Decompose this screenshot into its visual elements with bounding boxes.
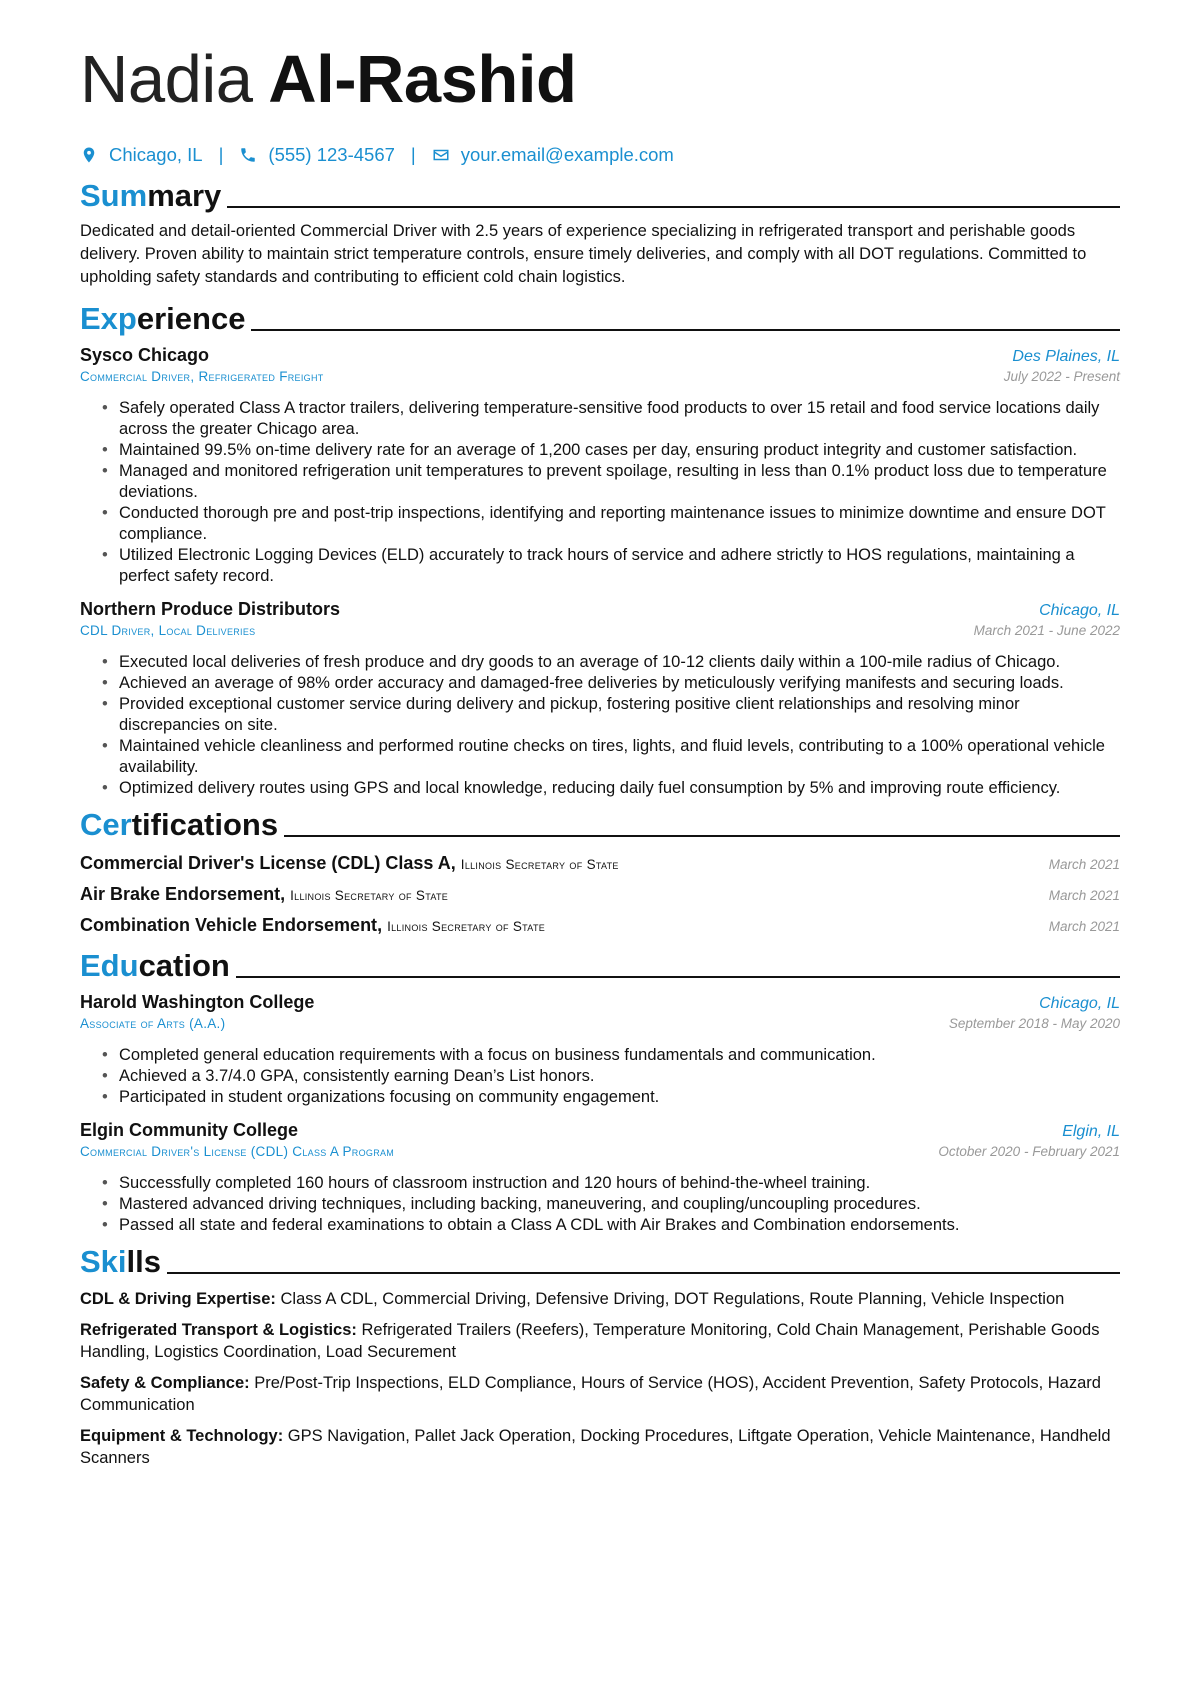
education-bullets [80,1173,1120,1236]
section-rule [167,1272,1120,1274]
list-item: • Achieved a 3.7/4.0 GPA, consistently earning Dean’s List honors. [102,1066,1120,1087]
certification-name: Combination Vehicle Endorsement [80,915,378,935]
list-item: • Utilized Electronic Logging Devices (ELD) accurately to track hours of service and adhere strictly to HOS regulations, maintaining a perfect safety record. [102,545,1120,587]
section-skills-heading [80,1242,1120,1280]
list-item: • Passed all state and federal examinations to obtain a Class A CDL with Air Brakes and Combination endorsements. [102,1215,1120,1236]
education-dates: October 2020 - February 2021 [938,1144,1120,1159]
certification-list [80,853,1120,936]
certification-date: March 2021 [1048,919,1120,934]
map-pin-icon [80,146,98,164]
skill-label: Refrigerated Transport & Logistics: [80,1321,357,1339]
section-education-heading [80,946,1120,984]
job-dates: March 2021 - June 2022 [973,623,1120,638]
certification-name: Air Brake Endorsement [80,884,281,904]
email-link[interactable]: your.email@example.com [460,144,674,165]
skill-group [80,1288,1120,1310]
list-item: • Conducted thorough pre and post-trip inspections, identifying and reporting maintenance issues to minimize downtime and ensure DOT compliance. [102,503,1120,545]
list-item: • Executed local deliveries of fresh produce and dry goods to an average of 10-12 clients daily within a 100-mile radius of Chicago. [102,652,1120,673]
education-entry [80,992,1120,1108]
certification-date: March 2021 [1048,857,1120,872]
education-entry [80,1120,1120,1236]
job-bullets [80,398,1120,587]
skill-label: Equipment & Technology: [80,1427,284,1445]
list-item: • Mastered advanced driving techniques, including backing, maneuvering, and coupling/uncoupling procedures. [102,1194,1120,1215]
skill-label: CDL & Driving Expertise: [80,1290,276,1308]
company-name: Northern Produce Distributors [80,599,341,619]
last-name: Al-Rashid [268,42,577,117]
list-item: • Completed general education requirements with a focus on business fundamentals and communication. [102,1045,1120,1066]
contact-separator: | [410,144,416,165]
education-dates: September 2018 - May 2020 [948,1016,1120,1031]
degree-name: Associate of Arts (A.A.) [80,1016,226,1031]
phone-text: (555) 123-4567 [268,144,395,165]
skill-group [80,1319,1120,1363]
certification-issuer: Illinois Secretary of State [460,857,619,872]
school-name: Harold Washington College [80,992,315,1012]
company-name: Sysco Chicago [80,345,210,365]
education-bullets [80,1045,1120,1108]
certification-date: March 2021 [1048,888,1120,903]
section-title: Skills [80,1244,161,1279]
location-text: Chicago, IL [109,144,203,165]
section-title: Certifications [80,807,279,842]
section-experience-heading [80,299,1120,337]
list-item: • Successfully completed 160 hours of classroom instruction and 120 hours of behind-the-wheel training. [102,1173,1120,1194]
section-rule [284,835,1120,837]
contact-separator: | [218,144,224,165]
section-certifications-heading [80,805,1120,843]
skill-items: Pre/Post-Trip Inspections, ELD Compliance, Hours of Service (HOS), Accident Prevention, Safety Protocols, Hazard Communication [80,1374,1101,1414]
first-name: Nadia [80,42,253,117]
job-title: Commercial Driver, Refrigerated Freight [80,369,324,384]
skill-group [80,1425,1120,1469]
section-rule [236,976,1120,978]
envelope-icon [432,146,450,164]
job-location: Chicago, IL [1039,602,1120,619]
section-title: Education [80,948,230,983]
school-location: Chicago, IL [1039,995,1120,1012]
job-dates: July 2022 - Present [1003,369,1120,384]
skill-group [80,1372,1120,1416]
skills-list [80,1288,1120,1469]
skill-label: Safety & Compliance: [80,1374,250,1392]
contact-email[interactable] [432,144,674,166]
job-location: Des Plaines, IL [1012,348,1120,365]
list-item: • Provided exceptional customer service during delivery and pickup, fostering positive client relationships and resolving minor discrepancies on site. [102,694,1120,736]
certification-name: Commercial Driver's License (CDL) Class A [80,853,451,873]
list-item: • Participated in student organizations focusing on community engagement. [102,1087,1120,1108]
list-item: • Managed and monitored refrigeration unit temperatures to prevent spoilage, resulting in less than 0.1% product loss due to temperature deviations. [102,461,1120,503]
contact-bar [80,142,1120,168]
list-item: • Safely operated Class A tractor trailers, delivering temperature-sensitive food products to over 15 retail and food service locations daily across the greater Chicago area. [102,398,1120,440]
skill-items: GPS Navigation, Pallet Jack Operation, Docking Procedures, Liftgate Operation, Vehicle Maintenance, Handheld Scanners [80,1427,1111,1467]
certification-item: Combination Vehicle Endorsement, Illinois Secretary of State March 2021 [80,915,1120,935]
school-location: Elgin, IL [1062,1123,1120,1140]
certification-issuer: Illinois Secretary of State [290,888,449,903]
section-summary-heading [80,176,1120,214]
phone-icon [239,146,257,164]
contact-location [80,144,203,166]
job-bullets [80,652,1120,799]
list-item: • Maintained 99.5% on-time delivery rate for an average of 1,200 cases per day, ensuring product integrity and customer satisfaction. [102,440,1120,461]
degree-name: Commercial Driver's License (CDL) Class A Program [80,1144,395,1159]
summary-text: Dedicated and detail-oriented Commercial Driver with 2.5 years of experience specializing in refrigerated transport and perishable goods delivery. Proven ability to maintain strict temperature controls, ensure timely deliveries, and comply with all DOT regulations. Committed to upholding safety standards and contributing to efficient cold chain logistics. [80,222,1087,286]
certification-item: Commercial Driver's License (CDL) Class A, Illinois Secretary of State March 2021 [80,853,1120,873]
section-title: Experience [80,301,246,336]
job-entry [80,345,1120,587]
section-rule [251,329,1120,331]
certification-issuer: Illinois Secretary of State [387,919,546,934]
certification-item: Air Brake Endorsement, Illinois Secretary of State March 2021 [80,884,1120,904]
section-rule [227,206,1120,208]
job-title: CDL Driver, Local Deliveries [80,623,256,638]
skill-items: Refrigerated Trailers (Reefers), Temperature Monitoring, Cold Chain Management, Perishable Goods Handling, Logistics Coordination, Load Securement [80,1321,1100,1361]
job-entry [80,599,1120,799]
education-list [80,992,1120,1236]
list-item: • Achieved an average of 98% order accuracy and damaged-free deliveries by meticulously verifying manifests and securing loads. [102,673,1120,694]
list-item: • Maintained vehicle cleanliness and performed routine checks on tires, lights, and fluid levels, contributing to a 100% operational vehicle availability. [102,736,1120,778]
skill-items: Class A CDL, Commercial Driving, Defensive Driving, DOT Regulations, Route Planning, Vehicle Inspection [280,1290,1065,1308]
list-item: • Optimized delivery routes using GPS and local knowledge, reducing daily fuel consumption by 5% and improving route efficiency. [102,778,1120,799]
school-name: Elgin Community College [80,1120,299,1140]
candidate-name [80,38,1120,122]
section-title: Summary [80,178,222,213]
experience-list [80,345,1120,799]
contact-phone[interactable] [239,144,395,166]
